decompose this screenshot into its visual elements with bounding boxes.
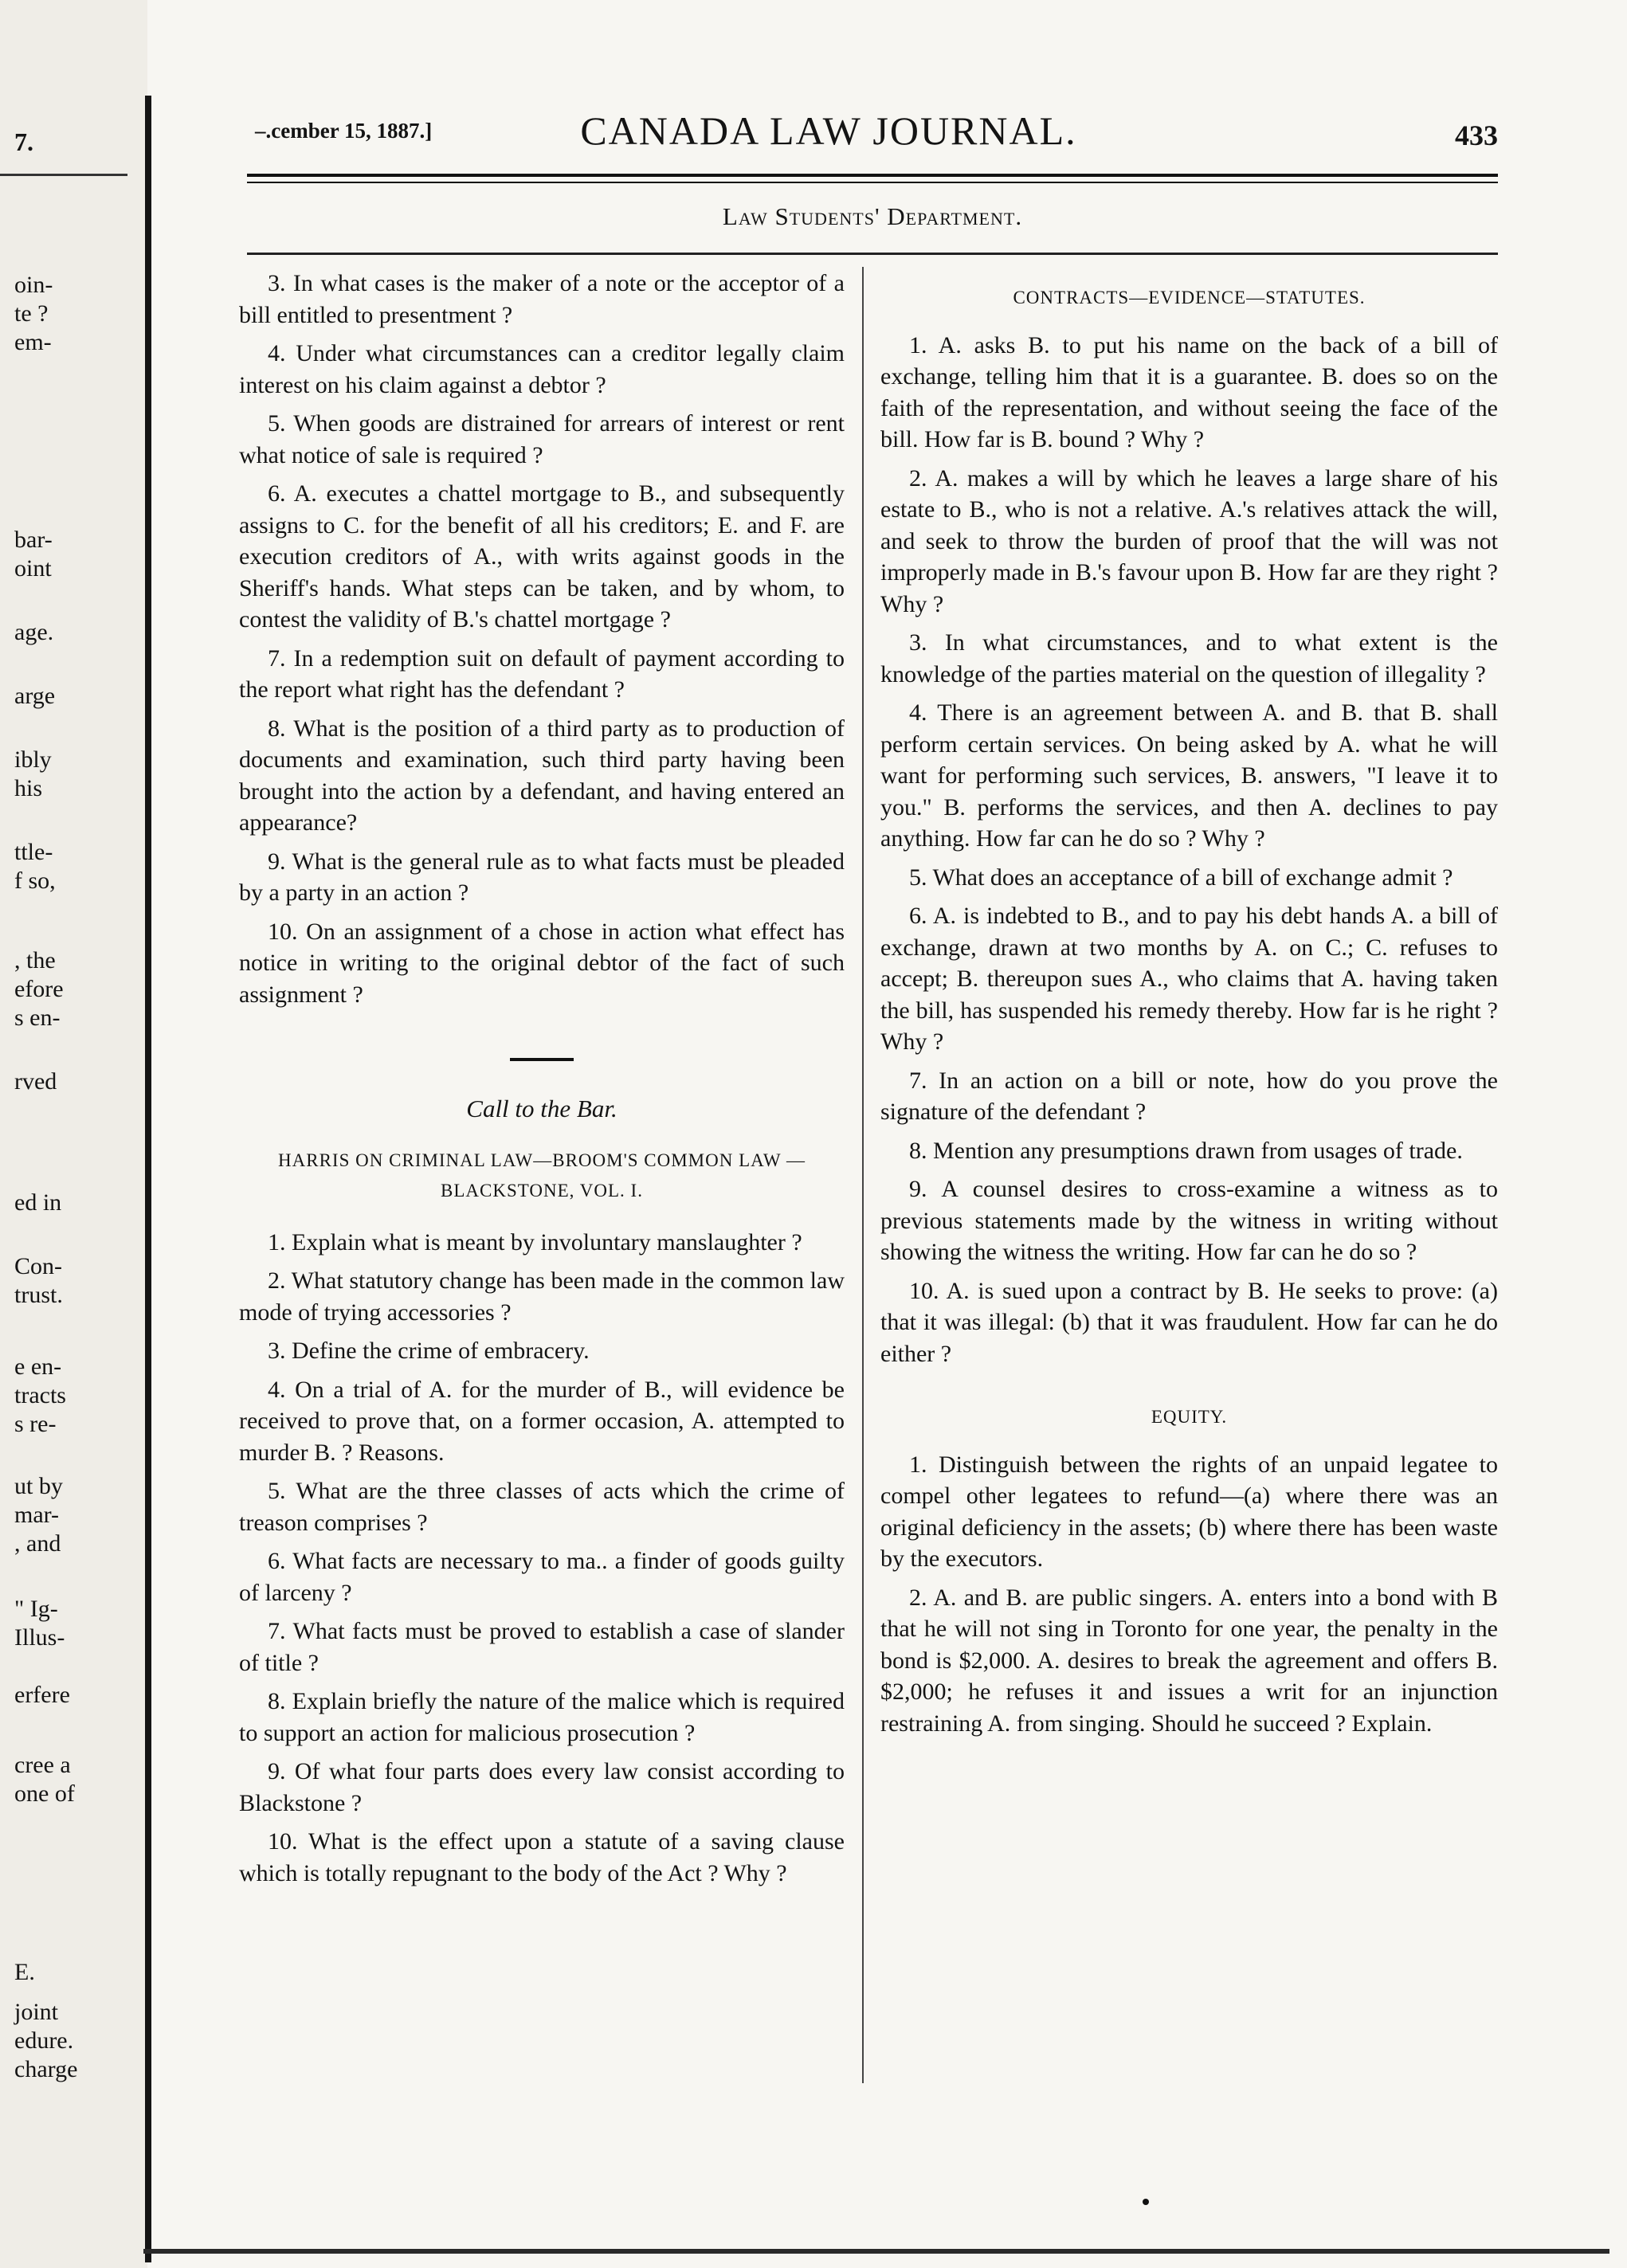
adjacent-page-number: 7.	[14, 127, 33, 156]
adjacent-page-text: oint	[14, 555, 52, 582]
question-item: 7. In an action on a bill or note, how do you prove the signature of the defendant ?	[880, 1067, 1498, 1125]
adjacent-page-text: te ?	[14, 300, 49, 327]
adjacent-page-text: oin-	[14, 272, 53, 298]
question-item: 4. There is an agreement between A. and B. that B. shall perform certain services. On being asked by A. what he will want for performing such services, B. answers, "I leave it to you." B. performs the services, and then A. declines to pay anything. How far can he do so ? Why ?	[880, 699, 1498, 852]
adjacent-page-text: cree a	[14, 1752, 71, 1778]
question-item: 5. What are the three classes of acts which the crime of treason comprises ?	[239, 1478, 845, 1536]
binding-edge	[145, 96, 151, 2262]
running-date: ‒.cember 15, 1887.]	[255, 119, 433, 143]
column-divider	[862, 267, 864, 2083]
section-heading: Law Students' Department.	[722, 202, 1023, 230]
adjacent-page-text: his	[14, 775, 43, 801]
adjacent-page-text: ibly	[14, 746, 52, 773]
question-item: 1. A. asks B. to put his name on the back of a bill of exchange, telling him that it is a guarantee. B. does so on the faith of the representation, and without seeing the face of the bill. How far is B. bound ? Why ?	[880, 331, 1498, 452]
question-item: 6. A. executes a chattel mortgage to B., and subsequently assigns to C. for the benefit of all his creditors; E. and F. are execution creditors of A., with writs against goods in the Sheriff's hands. What steps can be taken, and by whom, to contest the validity of B.'s chattel mortgage ?	[239, 480, 845, 633]
equity-questions	[880, 1449, 1498, 1740]
adjacent-page-rule	[0, 174, 127, 176]
question-item: 8. Mention any presumptions drawn from usages of trade.	[909, 1137, 1463, 1164]
question-item: 9. What is the general rule as to what facts must be pleaded by a party in an action ?	[239, 848, 845, 906]
section-separator	[510, 1058, 574, 1061]
questions-list-top	[239, 268, 845, 1010]
question-item: 3. In what cases is the maker of a note or the acceptor of a bill entitled to presentment ?	[239, 270, 845, 328]
question-item: 6. A. is indebted to B., and to pay his debt hands A. a bill of exchange, drawn at two months by A. on C.; C. refuses to accept; B. thereupon sues A., who claims that A. having taken the bill, has suspended his remedy thereby. How far is he right ? Why ?	[880, 903, 1498, 1055]
page-number: 433	[1455, 119, 1498, 151]
question-item: 4. On a trial of A. for the murder of B., will evidence be received to prove that, on a former occasion, A. attempted to murder B. ? Reasons.	[239, 1376, 845, 1466]
question-item: 1. Explain what is meant by involuntary manslaughter ?	[268, 1228, 802, 1255]
adjacent-page-text: erfere	[14, 1682, 70, 1708]
question-item: 3. Define the crime of embracery.	[268, 1338, 590, 1364]
question-item: 5. When goods are distrained for arrears of interest or rent what notice of sale is required ?	[239, 410, 845, 468]
question-item: 1. Distinguish between the rights of an unpaid legatee to compel other legatees to refund—(a) where there was an original deficiency in the assets; (b) where there has been waste by the executors.	[880, 1451, 1498, 1572]
question-item: 2. What statutory change has been made in the common law mode of trying accessories ?	[239, 1267, 845, 1326]
adjacent-page-text: tracts	[14, 1382, 66, 1408]
adjacent-page-text: e en-	[14, 1353, 62, 1380]
adjacent-page-text: " Ig-	[14, 1596, 58, 1622]
adjacent-page-text: arge	[14, 683, 56, 709]
question-item: 9. Of what four parts does every law consist according to Blackstone ?	[239, 1758, 845, 1816]
adjacent-page-text: one of	[14, 1780, 75, 1807]
adjacent-page-text: efore	[14, 976, 64, 1002]
adjacent-page-text: ttle-	[14, 839, 53, 865]
question-item: 2. A. and B. are public singers. A. enters into a bond with B that he will not sing in Toronto for one year, the penalty in the bond is $2,000. A. desires to break the agreement and offers B. $2,000; he refuses it and issues a writ for an injunction restraining A. from singing. Should he succeed ? Explain.	[880, 1584, 1498, 1737]
question-item: 2. A. makes a will by which he leaves a large share of his estate to B., who is not a relative. A.'s relatives attack the will, and seek to throw the burden of proof that the will was not improperly made in B.'s favour upon B. How far are they right ? Why ?	[880, 464, 1498, 617]
adjacent-page-text: s re-	[14, 1411, 57, 1437]
header-rule-top	[247, 174, 1498, 177]
question-item: 10. A. is sued upon a contract by B. He seeks to prove: (a) that it was illegal: (b) that it was fraudulent. How far can he do either ?	[880, 1277, 1498, 1367]
question-item: 7. What facts must be proved to establish a case of slander of title ?	[239, 1618, 845, 1676]
right-column	[880, 268, 1498, 1746]
adjacent-page-text: bar-	[14, 527, 53, 553]
call-to-bar-subheading: HARRIS ON CRIMINAL LAW—BROOM'S COMMON LAW —BLACKSTONE, VOL. I.	[278, 1150, 806, 1201]
journal-title: CANADA LAW JOURNAL.	[580, 108, 1077, 153]
question-item: 8. What is the position of a third party as to production of documents and examination, such third party having been brought into the action by a defendant, and having entered an appearance?	[239, 715, 845, 836]
question-item: 3. In what circumstances, and to what extent is the knowledge of the parties material on the question of illegality ?	[880, 629, 1498, 687]
adjacent-page-fragment	[0, 0, 143, 2268]
page-bottom-edge	[143, 2249, 1609, 2254]
adjacent-page-text: joint	[14, 1999, 59, 2025]
adjacent-page-text: ed in	[14, 1189, 62, 1216]
adjacent-page-text: Illus-	[14, 1624, 65, 1651]
adjacent-page-text: edure.	[14, 2027, 74, 2054]
question-item: 7. In a redemption suit on default of payment according to the report what right has the defendant ?	[239, 644, 845, 703]
question-item: 8. Explain briefly the nature of the malice which is required to support an action for malicious prosecution ?	[239, 1688, 845, 1746]
adjacent-page-text: E.	[14, 1959, 35, 1985]
question-item: 6. What facts are necessary to ma.. a finder of goods guilty of larceny ?	[239, 1548, 845, 1606]
equity-heading: EQUITY.	[1151, 1407, 1228, 1427]
question-item: 10. What is the effect upon a statute of a saving clause which is totally repugnant to the body of the Act ? Why ?	[239, 1828, 845, 1886]
call-to-bar-title: Call to the Bar.	[466, 1095, 617, 1122]
header-rule-bottom	[247, 182, 1498, 183]
question-item: 4. Under what circumstances can a creditor legally claim interest on his claim against a debtor ?	[239, 340, 845, 398]
question-item: 5. What does an acceptance of a bill of exchange admit ?	[909, 864, 1453, 891]
contracts-heading: CONTRACTS—EVIDENCE—STATUTES.	[1013, 288, 1366, 307]
adjacent-page-text: s en-	[14, 1005, 61, 1031]
adjacent-page-text: , the	[14, 947, 56, 973]
adjacent-page-text: f so,	[14, 868, 56, 894]
call-to-bar-questions	[239, 1227, 845, 1890]
section-rule	[247, 253, 1498, 255]
adjacent-page-text: , and	[14, 1530, 61, 1557]
question-item: 9. A counsel desires to cross-examine a witness as to previous statements made by the witness in writing without showing the witness the writing. How far can he do so ?	[880, 1176, 1498, 1265]
adjacent-page-text: trust.	[14, 1282, 63, 1308]
adjacent-page-text: em-	[14, 329, 52, 355]
page-mark	[1143, 2199, 1149, 2205]
question-item: 10. On an assignment of a chose in action what effect has notice in writing to the original debtor of the fact of such assignment ?	[239, 918, 845, 1008]
contracts-questions	[880, 330, 1498, 1370]
adjacent-page-text: ut by	[14, 1473, 63, 1499]
adjacent-page-text: mar-	[14, 1502, 60, 1528]
adjacent-page-text: Con-	[14, 1253, 62, 1279]
left-column	[239, 268, 845, 1896]
page-header	[159, 108, 1498, 171]
adjacent-page-text: rved	[14, 1068, 57, 1095]
adjacent-page-text: age.	[14, 619, 54, 645]
adjacent-page-text: charge	[14, 2056, 78, 2082]
